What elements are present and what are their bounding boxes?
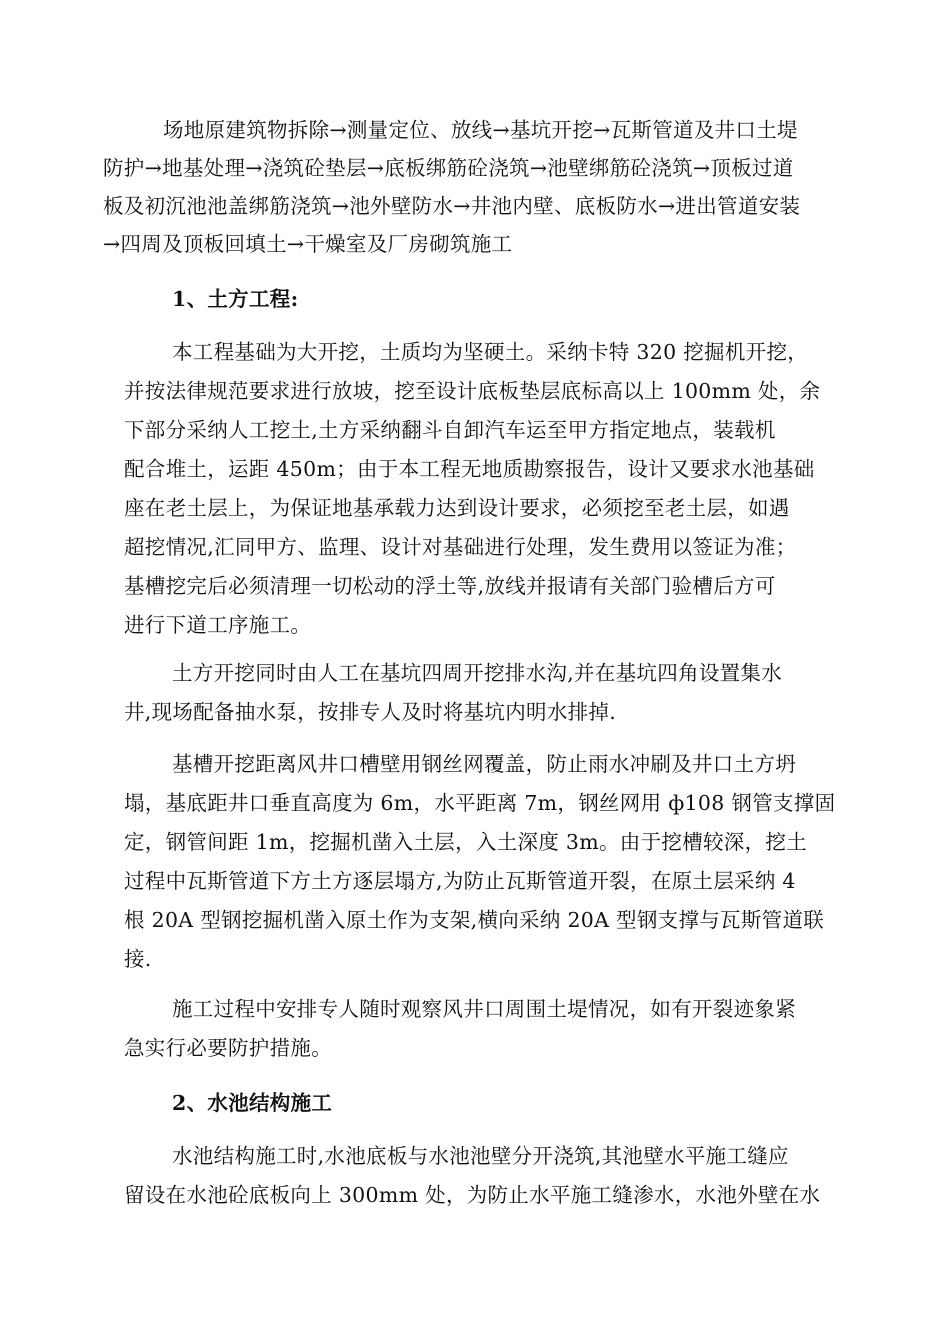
paragraph-line: 并按法律规范要求进行放坡，挖至设计底板垫层底标高以上 100mm 处，余 — [124, 379, 821, 403]
paragraph-line: 防护→地基处理→浇筑砼垫层→底板绑筋砼浇筑→池壁绑筋砼浇筑→顶板过道 — [103, 156, 794, 180]
paragraph-line: 施工过程中安排专人随时观察风井口周围土堤情况，如有开裂迹象紧 — [172, 997, 796, 1021]
paragraph-line: 基槽开挖距离风井口槽壁用钢丝网覆盖，防止雨水冲刷及井口土方坍 — [172, 752, 796, 776]
paragraph-line: 水池结构施工时,水池底板与水池池壁分开浇筑,其池壁水平施工缝应 — [172, 1144, 789, 1168]
paragraph-line: 下部分采纳人工挖土,土方采纳翻斗自卸汽车运至甲方指定地点，装载机 — [124, 418, 776, 442]
paragraph-line: 基槽挖完后必须清理一切松动的浮土等,放线并报请有关部门验槽后方可 — [124, 574, 776, 598]
paragraph-line: 急实行必要防护措施。 — [124, 1036, 332, 1060]
paragraph-line: →四周及顶板回填土→干燥室及厂房砌筑施工 — [103, 232, 513, 256]
paragraph-line: 本工程基础为大开挖，土质均为坚硬土。采纳卡特 320 挖掘机开挖， — [172, 340, 809, 364]
paragraph-line: 进行下道工序施工。 — [124, 613, 312, 637]
section-heading-pool-structure: 2、水池结构施工 — [172, 1091, 333, 1115]
paragraph-line: 根 20A 型钢挖掘机凿入原土作为支架,横向采纳 20A 型钢支撑与瓦斯管道联 — [124, 908, 825, 932]
paragraph-line: 超挖情况,汇同甲方、监理、设计对基础进行处理，发生费用以签证为准； — [124, 535, 797, 559]
paragraph-line: 留设在水池砼底板向上 300mm 处，为防止水平施工缝渗水，水池外壁在水 — [124, 1183, 821, 1207]
section-heading-earthwork: 1、土方工程: — [172, 287, 299, 311]
paragraph-line: 座在老土层上，为保证地基承载力达到设计要求，必须挖至老土层，如遇 — [124, 496, 790, 520]
paragraph-line: 场地原建筑物拆除→测量定位、放线→基坑开挖→瓦斯管道及井口土堤 — [163, 118, 798, 142]
paragraph-line: 塌，基底距井口垂直高度为 6m，水平距离 7m，钢丝网用 ф108 钢管支撑固 — [124, 791, 836, 815]
paragraph-line: 配合堆土，运距 450m；由于本工程无地质勘察报告，设计又要求水池基础 — [124, 457, 815, 481]
paragraph-line: 接. — [124, 947, 152, 971]
paragraph-line: 过程中瓦斯管道下方土方逐层塌方,为防止瓦斯管道开裂，在原土层采纳 4 — [124, 869, 796, 893]
paragraph-line: 定，钢管间距 1m，挖掘机凿入土层，入土深度 3m。由于挖槽较深，挖土 — [124, 830, 807, 854]
paragraph-line: 井,现场配备抽水泵，按排专人及时将基坑内明水排掉. — [124, 700, 617, 724]
paragraph-line: 土方开挖同时由人工在基坑四周开挖排水沟,并在基坑四角设置集水 — [172, 661, 783, 685]
paragraph-line: 板及初沉池池盖绑筋浇筑→池外壁防水→井池内壁、底板防水→进出管道安装 — [103, 194, 801, 218]
